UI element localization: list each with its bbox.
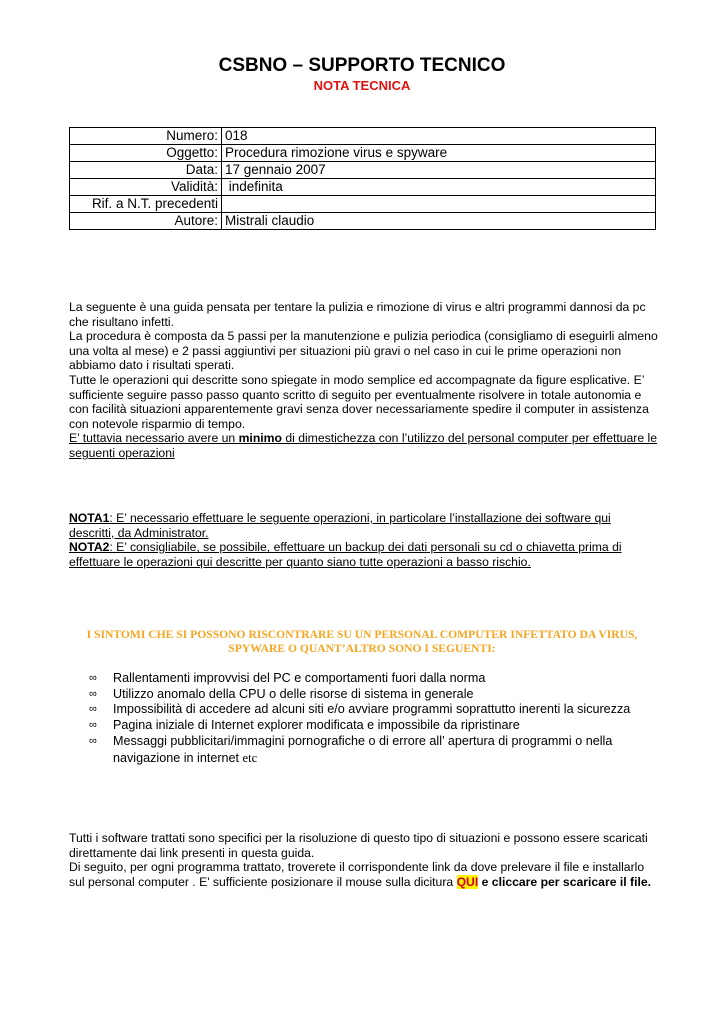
meta-value: Procedura rimozione virus e spyware xyxy=(222,145,656,162)
meta-label: Autore: xyxy=(70,213,222,230)
meta-label: Numero: xyxy=(70,128,222,145)
meta-label: Validità: xyxy=(70,179,222,196)
meta-label: Rif. a N.T. precedenti xyxy=(70,196,222,213)
note-2 xyxy=(69,540,622,569)
note-1-label: NOTA1 xyxy=(69,511,110,525)
list-item xyxy=(89,671,649,686)
page-subtitle: NOTA TECNICA xyxy=(313,78,411,93)
symptoms-list xyxy=(89,671,649,768)
meta-value: 018 xyxy=(222,128,656,145)
footer-paragraph: Tutti i software trattati sono specifici per la risoluzione di questo tipo di situazioni e possono essere scaricati direttamente dai link presenti in questa guida. xyxy=(69,831,648,860)
infinity-bullet-icon: ∞ xyxy=(89,735,97,748)
list-item xyxy=(89,702,649,717)
page-title: CSBNO – SUPPORTO TECNICO xyxy=(218,55,506,76)
infinity-bullet-icon: ∞ xyxy=(89,672,97,684)
table-row xyxy=(70,162,656,179)
infinity-bullet-icon: ∞ xyxy=(89,718,97,731)
infinity-bullet-icon: ∞ xyxy=(89,687,97,700)
intro-paragraph: La seguente è una guida pensata per tentare la pulizia e rimozione di virus e altri programmi dannosi da pc che risultano infetti. xyxy=(69,300,646,329)
list-item xyxy=(89,718,649,733)
meta-value: indefinita xyxy=(222,179,656,196)
table-row xyxy=(70,196,656,213)
intro-section xyxy=(69,300,659,461)
intro-paragraph: Tutte le operazioni qui descritte sono spiegate in modo semplice ed accompagnate da figure esplicative. E’ sufficiente seguire passo passo quanto scritto di seguito per eventualmente risolvere in totale autonomia e con facilità situazioni apparentemente gravi senza dover necessariamente spedire il computer in assistenza con notevole risparmio di tempo. xyxy=(69,372,649,431)
symptom-text: Rallentamenti improvvisi del PC e comportamenti fuori dalla norma xyxy=(113,671,486,685)
list-item xyxy=(89,687,649,702)
intro-text: E’ tuttavia necessario avere un xyxy=(69,431,239,446)
footer-click-instruction: e cliccare per scaricare il file. xyxy=(478,874,652,889)
emphasis-minimo: minimo xyxy=(238,431,282,446)
symptoms-heading: I SINTOMI CHE SI POSSONO RISCONTRARE SU UN PERSONAL COMPUTER INFETTATO DA VIRUS, SPYWARE O QUANT’ALTRO SONO I SEGUENTI: xyxy=(86,628,638,655)
symptom-text: Pagina iniziale di Internet explorer modificata e impossibile da ripristinare xyxy=(113,717,520,732)
intro-text: di dimestichezza con l’utilizzo del personal computer per effettuare le seguenti operazioni xyxy=(69,431,658,460)
symptom-etc: etc xyxy=(242,751,258,766)
meta-value xyxy=(222,196,656,213)
intro-requirement xyxy=(69,431,657,460)
notes-section xyxy=(69,511,659,569)
meta-label: Data: xyxy=(70,162,222,179)
table-row xyxy=(70,145,656,162)
meta-value: 17 gennaio 2007 xyxy=(222,162,656,179)
symptom-text: Utilizzo anomalo della CPU o delle risorse di sistema in generale xyxy=(113,686,474,701)
footer-paragraph: Di seguito, per ogni programma trattato, troverete il corrispondente link da dove prelevare il file e installarlo sul personal computer . E' sufficiente posizionare il mouse sulla dicitura xyxy=(69,860,645,889)
footer-section xyxy=(69,831,659,889)
symptom-text: Messaggi pubblicitari/immagini pornografiche o di errore all’ apertura di programmi o nella navigazione in internet xyxy=(113,734,613,766)
list-item xyxy=(89,733,649,767)
symptom-text: Impossibilità di accedere ad alcuni siti e/o avviare programmi soprattutto inerenti la sicurezza xyxy=(113,702,631,717)
note-1 xyxy=(69,511,611,540)
meta-value: Mistrali claudio xyxy=(222,213,656,230)
note-2-label: NOTA2 xyxy=(69,540,110,555)
qui-download-link[interactable]: QUI xyxy=(456,874,479,889)
meta-label: Oggetto: xyxy=(70,145,222,162)
infinity-bullet-icon: ∞ xyxy=(89,703,97,716)
note-1-text: : E’ necessario effettuare le seguente operazioni, in particolare l’installazione dei software qui descritti, da Administrator. xyxy=(69,511,611,540)
table-row xyxy=(70,128,656,145)
intro-paragraph: La procedura è composta da 5 passi per la manutenzione e pulizia periodica (consigliamo di eseguirli almeno una volta al mese) e 2 passi aggiuntivi per situazioni più gravi o nel caso in cui le prime operazioni non abbiamo dato i risultati sperati. xyxy=(69,329,658,373)
table-row xyxy=(70,179,656,196)
metadata-table xyxy=(69,127,656,230)
note-2-text: : E’ consigliabile, se possibile, effettuare un backup dei dati personali su cd o chiavetta prima di effettuare le operazioni qui descritte per quanto siano tutte operazioni a basso rischio. xyxy=(69,540,622,569)
table-row xyxy=(70,213,656,230)
